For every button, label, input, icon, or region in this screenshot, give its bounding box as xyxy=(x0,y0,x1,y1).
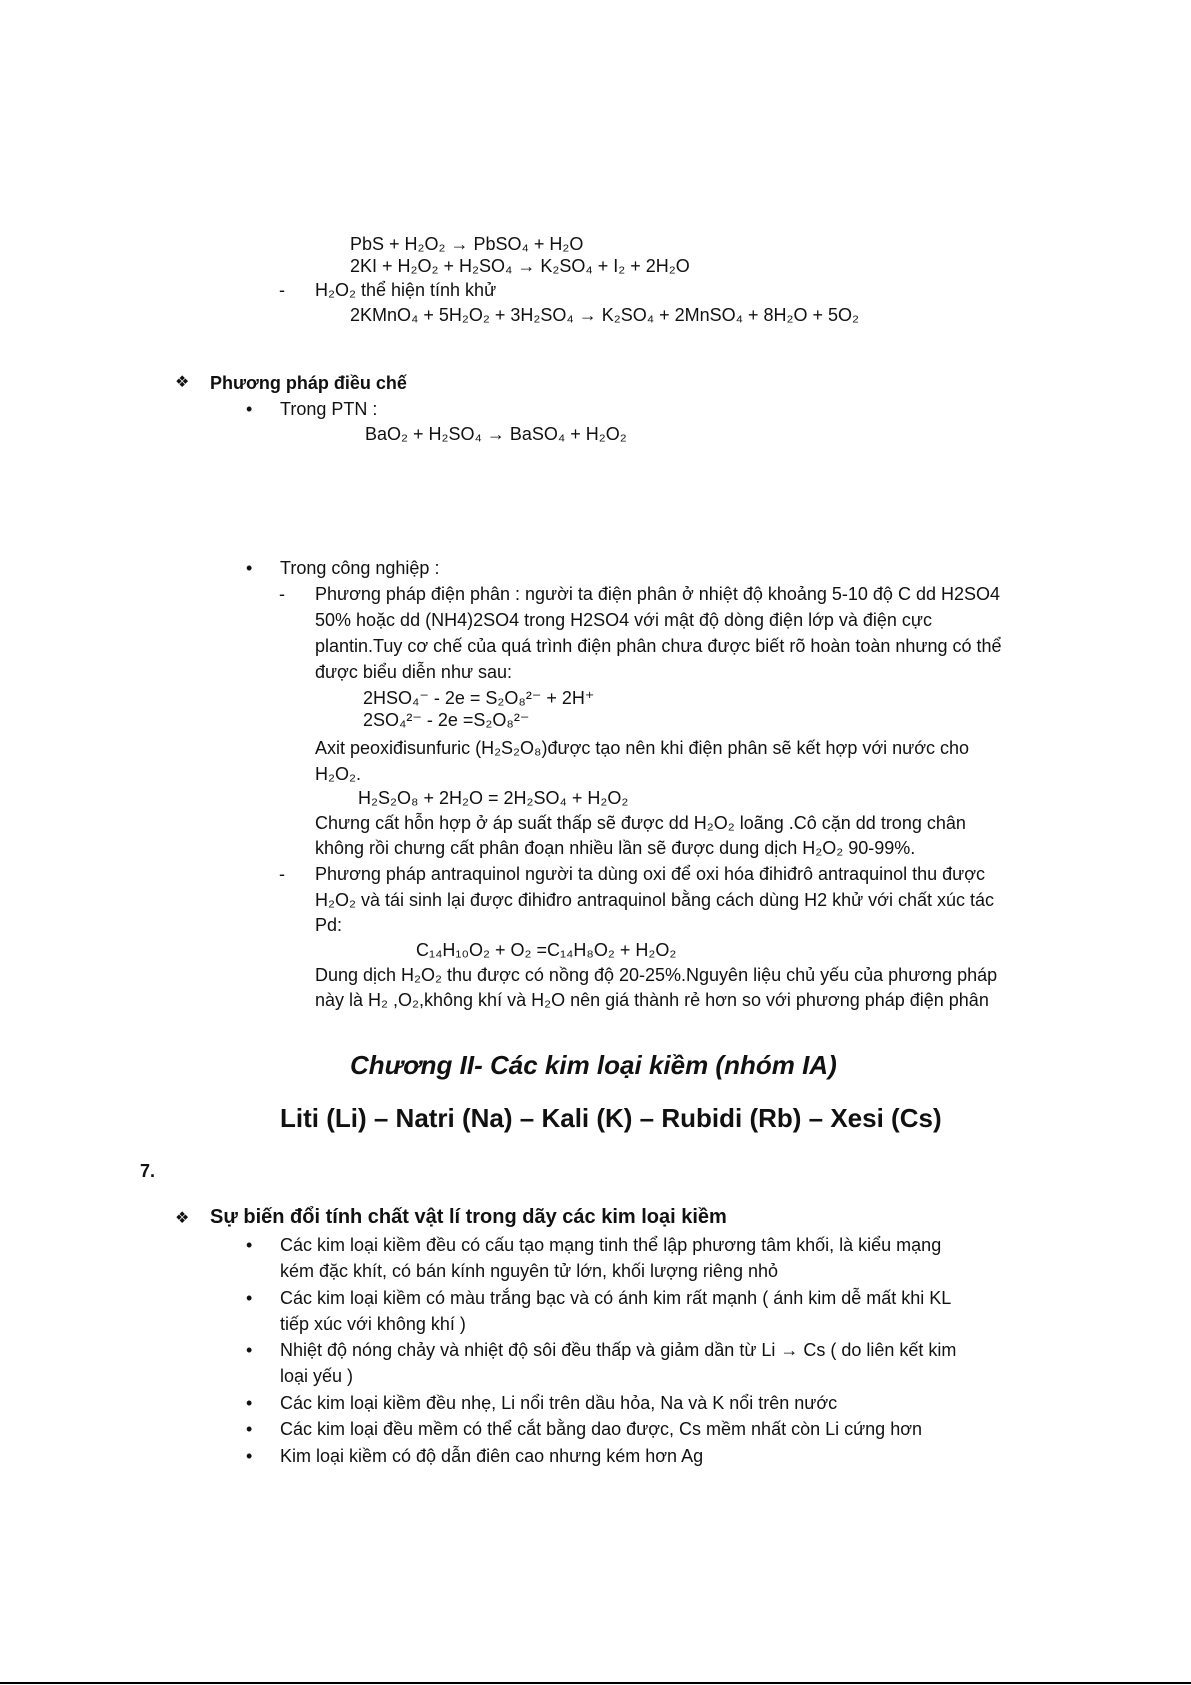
dash-marker: - xyxy=(279,584,285,604)
diamond-bullet-icon: ❖ xyxy=(175,1210,190,1227)
anthraquinol-line: H₂O₂ và tái sinh lại được đihiđro antraquinol bằng cách dùng H2 khử với chất xúc tác xyxy=(315,890,995,910)
property-line: Kim loại kiềm có độ dẫn điên cao nhưng kém hơn Ag xyxy=(280,1446,704,1466)
distill-text: Chưng cất hỗn hợp ở áp suất thấp sẽ được dd H₂O₂ loãng .Cô cặn dd trong chân xyxy=(315,813,966,833)
reducing-label: H₂O₂ thể hiện tính khử xyxy=(315,280,497,300)
property-line: Các kim loại kiềm có màu trắng bạc và có ánh kim rất mạnh ( ánh kim dễ mất khi KL xyxy=(280,1288,952,1308)
page-bottom-rule xyxy=(0,1682,1191,1684)
anthraquinol-line: Phương pháp antraquinol người ta dùng oxi để oxi hóa đihiđrô antraquinol thu được xyxy=(315,864,986,884)
bullet-marker: • xyxy=(246,1340,253,1360)
bullet-marker: • xyxy=(246,1235,253,1255)
property-line: Các kim loại kiềm đều có cấu tạo mạng tinh thể lập phương tâm khối, là kiểu mạng xyxy=(280,1235,942,1255)
diamond-bullet-icon: ❖ xyxy=(175,374,190,391)
list-number: 7. xyxy=(140,1161,156,1181)
electrolysis-line: plantin.Tuy cơ chế của quá trình điện phân chưa được biết rõ hoàn toàn nhưng có thể xyxy=(315,636,1002,656)
bullet-marker: • xyxy=(246,399,253,419)
dash-marker: - xyxy=(279,864,285,884)
chapter-subtitle: Liti (Li) – Natri (Na) – Kali (K) – Rubidi (Rb) – Xesi (Cs) xyxy=(280,1103,942,1133)
reaction-kmno4: 2KMnO₄ + 5H₂O₂ + 3H₂SO₄ → K₂SO₄ + 2MnSO₄ + 8H₂O + 5O₂ xyxy=(350,305,859,325)
anthraquinol-equation: C₁₄H₁₀O₂ + O₂ =C₁₄H₈O₂ + H₂O₂ xyxy=(416,940,677,960)
bullet-marker: • xyxy=(246,1393,253,1413)
reaction-pbs: PbS + H₂O₂ → PbSO₄ + H₂O xyxy=(350,234,584,254)
chapter-title: Chương II- Các kim loại kiềm (nhóm IA) xyxy=(350,1050,837,1080)
acid-text: H₂O₂. xyxy=(315,764,361,784)
result-text: Dung dịch H₂O₂ thu được có nồng độ 20-25%.Nguyên liệu chủ yếu của phương pháp xyxy=(315,965,998,985)
property-line: Nhiệt độ nóng chảy và nhiệt độ sôi đều thấp và giảm dần từ Li → Cs ( do liên kết kim xyxy=(280,1340,957,1360)
property-line: tiếp xúc với không khí ) xyxy=(280,1314,466,1334)
industry-label: Trong công nghiệp : xyxy=(280,558,440,578)
property-line: loại yếu ) xyxy=(280,1366,354,1386)
anthraquinol-line: Pd: xyxy=(315,915,343,935)
property-line: Các kim loại đều mềm có thể cắt bằng dao được, Cs mềm nhất còn Li cứng hơn xyxy=(280,1419,923,1439)
lab-equation: BaO₂ + H₂SO₄ → BaSO₄ + H₂O₂ xyxy=(365,424,627,444)
electrolysis-equation-1: 2HSO₄⁻ - 2e = S₂O₈²⁻ + 2H⁺ xyxy=(363,688,595,708)
dash-marker: - xyxy=(279,280,285,300)
distill-text: không rồi chưng cất phân đoạn nhiều lần sẽ được dung dịch H₂O₂ 90-99%. xyxy=(315,838,916,858)
property-line: Các kim loại kiềm đều nhẹ, Li nổi trên dầu hỏa, Na và K nổi trên nước xyxy=(280,1393,838,1413)
result-text: này là H₂ ,O₂,không khí và H₂O nên giá thành rẻ hơn so với phương pháp điện phân xyxy=(315,990,989,1010)
property-line: kém đặc khít, có bán kính nguyên tử lớn, khối lượng riêng nhỏ xyxy=(280,1261,778,1281)
bullet-marker: • xyxy=(246,1288,253,1308)
section-heading-preparation: Phương pháp điều chế xyxy=(210,373,407,393)
lab-label: Trong PTN : xyxy=(280,399,378,419)
section-heading-physical: Sự biến đổi tính chất vật lí trong dãy các kim loại kiềm xyxy=(210,1206,727,1228)
electrolysis-equation-2: 2SO₄²⁻ - 2e =S₂O₈²⁻ xyxy=(363,710,530,730)
bullet-marker: • xyxy=(246,558,253,578)
reaction-ki: 2KI + H₂O₂ + H₂SO₄ → K₂SO₄ + I₂ + 2H₂O xyxy=(350,256,690,276)
electrolysis-line: 50% hoặc dd (NH4)2SO4 trong H2SO4 với mật độ dòng điện lớp và điện cực xyxy=(315,610,932,630)
bullet-marker: • xyxy=(246,1446,253,1466)
acid-equation: H₂S₂O₈ + 2H₂O = 2H₂SO₄ + H₂O₂ xyxy=(358,788,629,808)
bullet-marker: • xyxy=(246,1419,253,1439)
electrolysis-line: được biểu diễn như sau: xyxy=(315,662,513,682)
electrolysis-line: Phương pháp điện phân : người ta điện phân ở nhiệt độ khoảng 5-10 độ C dd H2SO4 xyxy=(315,584,1000,604)
acid-text: Axit peoxiđisunfuric (H₂S₂O₈)được tạo nên khi điện phân sẽ kết hợp với nước cho xyxy=(315,738,970,758)
